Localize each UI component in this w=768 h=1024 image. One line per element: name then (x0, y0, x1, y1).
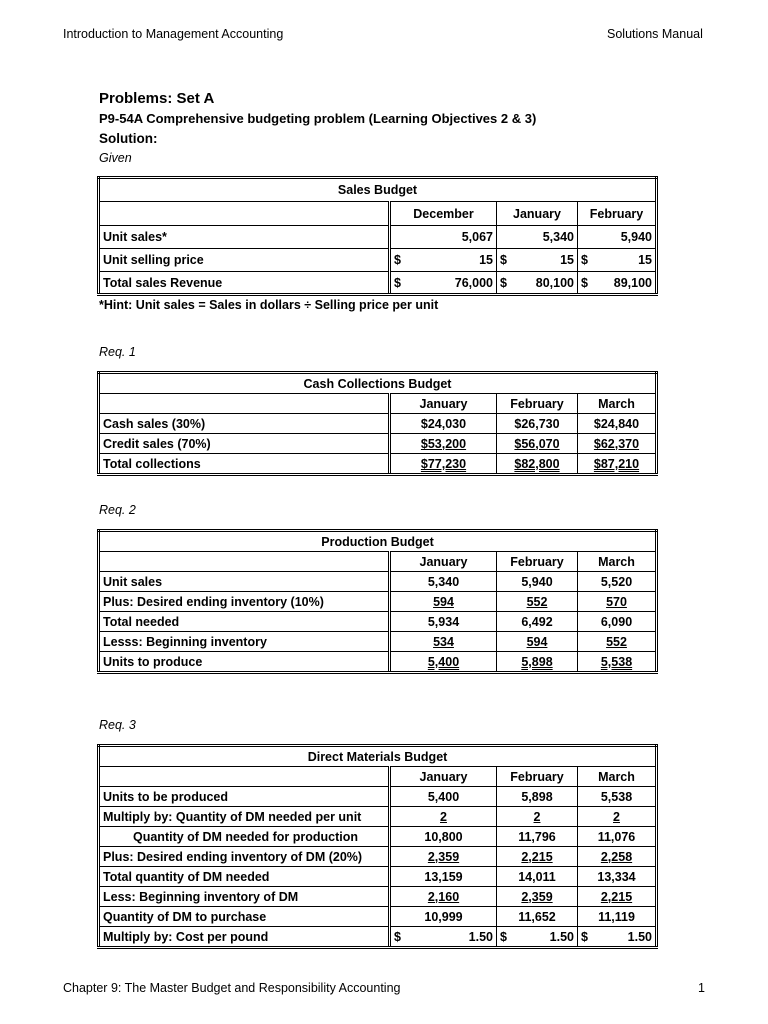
cell-value: 5,940 (497, 572, 578, 592)
currency-sign: $ (394, 275, 401, 290)
cell-value: 5,340 (390, 572, 497, 592)
cell-value: 5,400 (427, 654, 460, 669)
table-row (99, 867, 657, 887)
cash-collections-title: Cash Collections Budget (99, 373, 657, 394)
currency-sign: $ (394, 929, 401, 944)
hint-note: *Hint: Unit sales = Sales in dollars ÷ Selling price per unit (99, 298, 439, 312)
cell-value: 5,067 (390, 226, 497, 249)
row-label: Total quantity of DM needed (99, 867, 390, 887)
currency-sign: $ (500, 929, 507, 944)
cell-value: 570 (606, 594, 627, 609)
row-label: Unit selling price (99, 249, 390, 272)
row-label: Lesss: Beginning inventory (99, 632, 390, 652)
req2-label: Req. 2 (99, 503, 136, 517)
row-label: Unit sales (99, 572, 390, 592)
col-header: March (578, 767, 657, 787)
cell-value: 11,119 (578, 907, 657, 927)
cell-value: 11,796 (497, 827, 578, 847)
table-row (99, 927, 657, 948)
cell-value: 552 (606, 634, 627, 649)
col-header: January (497, 202, 578, 226)
cell-value: 11,076 (578, 827, 657, 847)
cell-value: $87,210 (593, 456, 640, 471)
currency-sign: $ (500, 253, 507, 267)
cell-value: $62,370 (593, 436, 640, 451)
currency-sign: $ (581, 929, 588, 944)
row-label: Quantity of DM to purchase (99, 907, 390, 927)
table-row (99, 807, 657, 827)
problem-heading: P9-54A Comprehensive budgeting problem (Learning Objectives 2 & 3) (99, 111, 537, 126)
cell-value: 5,898 (521, 654, 553, 669)
cell-value: 89,100 (613, 275, 652, 290)
row-label: Cash sales (30%) (99, 414, 390, 434)
cell-value: 5,934 (390, 612, 497, 632)
cell-value: 6,090 (578, 612, 657, 632)
cell-value: 2,258 (600, 849, 633, 864)
table-row (99, 612, 657, 632)
col-header: January (390, 767, 497, 787)
cell-value: 15 (560, 253, 574, 267)
cell-value: 2,359 (427, 849, 460, 864)
cell-value: $26,730 (497, 414, 578, 434)
cell-value: 2,359 (521, 889, 553, 904)
table-row (99, 572, 657, 592)
cell-value: 594 (433, 594, 454, 609)
req3-label: Req. 3 (99, 718, 136, 732)
cell-value: $77,230 (420, 456, 467, 471)
cell-value: 76,000 (454, 275, 493, 290)
currency-sign: $ (500, 275, 507, 290)
cell-value: 1.50 (627, 929, 652, 944)
table-row (99, 249, 657, 272)
cell-value: 5,340 (497, 226, 578, 249)
table-row (99, 592, 657, 612)
cell-value: 6,492 (497, 612, 578, 632)
table-row (99, 827, 657, 847)
req1-label: Req. 1 (99, 345, 136, 359)
row-label: Total needed (99, 612, 390, 632)
cell-value: $24,030 (390, 414, 497, 434)
cell-value: 552 (526, 594, 548, 609)
cell-value: 2,215 (521, 849, 553, 864)
direct-materials-title: Direct Materials Budget (99, 746, 657, 767)
cell-value: 13,159 (390, 867, 497, 887)
cell-value: $53,200 (420, 436, 467, 451)
cell-value: 14,011 (497, 867, 578, 887)
col-header: March (578, 552, 657, 572)
cell-value: 10,999 (390, 907, 497, 927)
page-header-left: Introduction to Management Accounting (63, 27, 284, 41)
row-label: Plus: Desired ending inventory (10%) (99, 592, 390, 612)
cell-value: $24,840 (578, 414, 657, 434)
cell-value: 10,800 (390, 827, 497, 847)
col-header: February (497, 767, 578, 787)
cell-value: 2 (533, 809, 541, 824)
table-row (99, 632, 657, 652)
col-header: January (390, 394, 497, 414)
row-label: Quantity of DM needed for production (99, 827, 390, 847)
cell-value: 2,215 (600, 889, 633, 904)
sales-budget-table (97, 176, 658, 296)
cell-value: 11,652 (497, 907, 578, 927)
cell-value: $82,800 (514, 456, 560, 471)
row-label: Units to be produced (99, 787, 390, 807)
row-label: Multiply by: Quantity of DM needed per unit (99, 807, 390, 827)
cell-value: 1.50 (468, 929, 493, 944)
page-footer-chapter: Chapter 9: The Master Budget and Responsibility Accounting (63, 981, 401, 995)
table-row (99, 652, 657, 673)
production-budget-table (97, 529, 658, 674)
table-row (99, 907, 657, 927)
col-header: January (390, 552, 497, 572)
table-row (99, 787, 657, 807)
table-row (99, 847, 657, 867)
table-row (99, 226, 657, 249)
cell-value: 13,334 (578, 867, 657, 887)
cell-value: 5,520 (578, 572, 657, 592)
table-row (99, 434, 657, 454)
cash-collections-table (97, 371, 658, 476)
cell-value: 5,538 (578, 787, 657, 807)
page-header-right: Solutions Manual (607, 27, 703, 41)
cell-value: 2,160 (427, 889, 460, 904)
cell-value: 534 (433, 634, 454, 649)
col-header: February (497, 394, 578, 414)
given-label: Given (99, 151, 132, 165)
direct-materials-table (97, 744, 658, 949)
col-header: March (578, 394, 657, 414)
cell-value: 594 (526, 634, 548, 649)
row-label: Credit sales (70%) (99, 434, 390, 454)
cell-value: 15 (479, 253, 493, 267)
cell-value: 80,100 (535, 275, 574, 290)
currency-sign: $ (581, 253, 588, 267)
row-label: Multiply by: Cost per pound (99, 927, 390, 948)
row-label: Less: Beginning inventory of DM (99, 887, 390, 907)
currency-sign: $ (581, 275, 588, 290)
table-row (99, 414, 657, 434)
cell-value: $56,070 (514, 436, 560, 451)
col-header: February (497, 552, 578, 572)
problems-title: Problems: Set A (99, 90, 215, 107)
row-label: Units to produce (99, 652, 390, 673)
cell-value: 15 (638, 253, 652, 267)
col-header: February (578, 202, 657, 226)
solution-label: Solution: (99, 131, 158, 146)
cell-value: 5,940 (578, 226, 657, 249)
cell-value: 5,538 (600, 654, 633, 669)
page-number: 1 (698, 981, 705, 995)
row-label: Total sales Revenue (99, 272, 390, 295)
cell-value: 2 (613, 809, 620, 824)
cell-value: 5,400 (390, 787, 497, 807)
production-budget-title: Production Budget (99, 531, 657, 552)
table-row (99, 272, 657, 295)
cell-value: 2 (440, 809, 447, 824)
table-row (99, 887, 657, 907)
cell-value: 1.50 (549, 929, 574, 944)
row-label: Total collections (99, 454, 390, 475)
currency-sign: $ (394, 253, 401, 267)
row-label: Unit sales* (99, 226, 390, 249)
cell-value: 5,898 (497, 787, 578, 807)
col-header: December (390, 202, 497, 226)
sales-budget-title: Sales Budget (99, 178, 657, 202)
row-label: Plus: Desired ending inventory of DM (20%) (99, 847, 390, 867)
table-row (99, 454, 657, 475)
